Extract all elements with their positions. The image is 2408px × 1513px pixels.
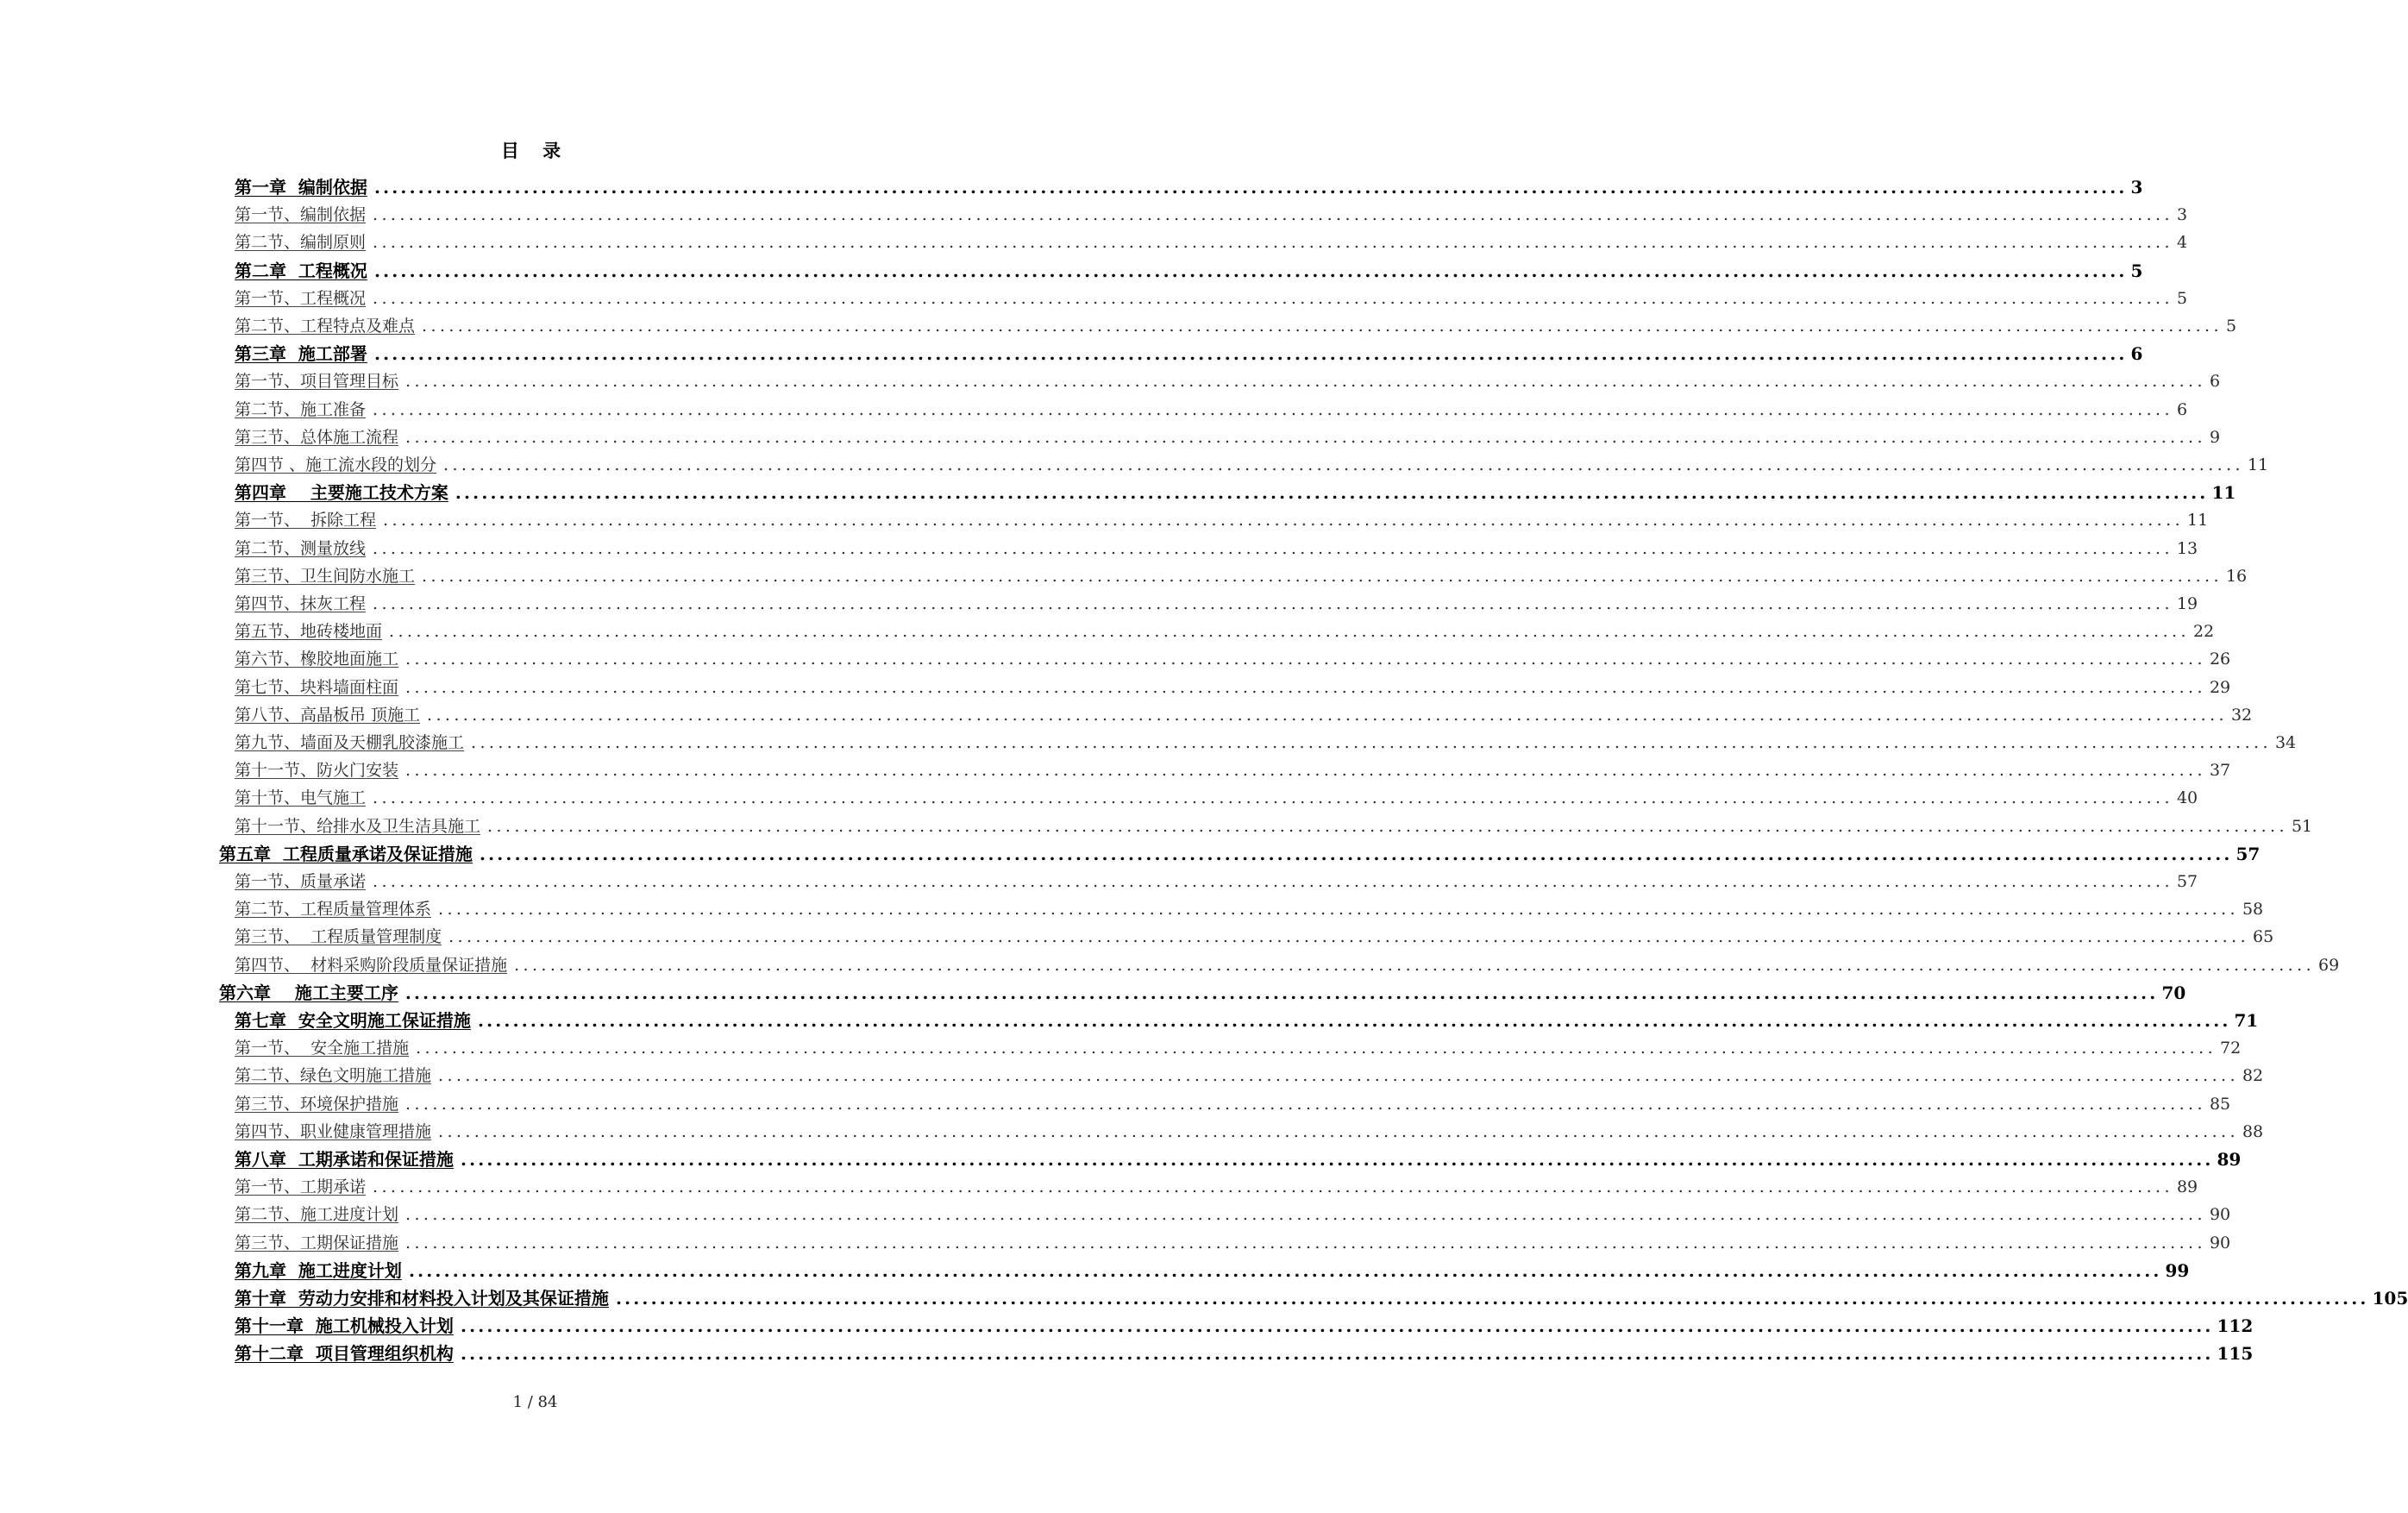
toc-entry-label[interactable]: 第三节、总体施工流程 xyxy=(235,427,399,447)
toc-entry-label[interactable]: 第二节、测量放线 xyxy=(235,538,367,558)
toc-entry-label[interactable]: 第六节、橡胶地面施工 xyxy=(235,650,399,669)
toc-entry-label[interactable]: 第四节、抹灰工程 xyxy=(235,594,367,613)
toc-section-entry[interactable] xyxy=(235,643,2231,670)
dot-leader: ........................................................................................................................................................................................................ xyxy=(438,900,2239,920)
toc-section-entry[interactable] xyxy=(235,449,2269,476)
toc-page-number: 72 xyxy=(2220,1039,2242,1058)
toc-entry-label[interactable]: 第十一节、给排水及卫生洁具施工 xyxy=(235,816,481,836)
toc-page-number: 19 xyxy=(2176,594,2198,613)
dot-leader: ........................................................................................................................................................................................................ xyxy=(383,511,2185,530)
toc-entry-label[interactable]: 第七章 安全文明施工保证措施 xyxy=(235,1010,471,1031)
toc-entry-label[interactable]: 第二节、工程特点及难点 xyxy=(235,317,416,336)
toc-page-number: 105 xyxy=(2372,1288,2408,1309)
toc-section-entry[interactable] xyxy=(235,1171,2198,1198)
dot-leader: ........................................................................................................................................................................................................ xyxy=(460,1315,2214,1337)
toc-page-number: 57 xyxy=(2236,843,2261,864)
dot-leader: ........................................................................................................................................................................................................ xyxy=(487,816,2288,836)
dot-leader: ........................................................................................................................................................................................................ xyxy=(405,761,2206,781)
toc-section-entry[interactable] xyxy=(235,587,2198,615)
dot-leader: ........................................................................................................................................................................................................ xyxy=(455,482,2209,504)
toc-page-number: 4 xyxy=(2176,233,2188,253)
toc-entry-label[interactable]: 第五节、地砖楼地面 xyxy=(235,622,383,642)
toc-entry-label[interactable]: 第八节、高晶板吊 顶施工 xyxy=(235,705,421,725)
toc-entry-label[interactable]: 第一节、项目管理目标 xyxy=(235,372,399,392)
page-title: 目 录 xyxy=(500,140,570,161)
toc-entry-label[interactable]: 第七节、块料墙面柱面 xyxy=(235,677,399,697)
toc-page-number: 99 xyxy=(2165,1259,2190,1281)
toc-page-number: 115 xyxy=(2217,1343,2254,1365)
toc-page-number: 16 xyxy=(2225,566,2248,586)
toc-section-entry[interactable] xyxy=(235,1088,2231,1115)
toc-chapter-entry[interactable] xyxy=(235,1004,2259,1032)
toc-entry-label[interactable]: 第十一节、防火门安装 xyxy=(235,761,399,781)
toc-chapter-entry[interactable] xyxy=(219,838,2261,865)
dot-leader: ........................................................................................................................................................................................................ xyxy=(438,1066,2239,1086)
toc-entry-label[interactable]: 第四节 、施工流水段的划分 xyxy=(235,455,437,474)
toc-section-entry[interactable] xyxy=(235,699,2253,726)
toc-entry-label[interactable]: 第三节、 工程质量管理制度 xyxy=(235,927,442,947)
toc-section-entry[interactable] xyxy=(235,421,2221,449)
toc-chapter-entry[interactable] xyxy=(235,1143,2242,1171)
dot-leader: ........................................................................................................................................................................................................ xyxy=(427,705,2228,725)
toc-entry-label[interactable]: 第五章 工程质量承诺及保证措施 xyxy=(219,843,473,864)
toc-section-entry[interactable] xyxy=(235,726,2297,754)
dot-leader: ........................................................................................................................................................................................................ xyxy=(373,177,2128,198)
toc-section-entry[interactable] xyxy=(235,949,2340,976)
dot-leader: ........................................................................................................................................................................................................ xyxy=(373,343,2128,365)
toc-entry-label[interactable]: 第四章 主要施工技术方案 xyxy=(235,482,448,504)
toc-page-number: 82 xyxy=(2242,1066,2264,1086)
toc-chapter-entry[interactable] xyxy=(235,476,2236,504)
dot-leader: ........................................................................................................................................................................................................ xyxy=(373,260,2128,281)
toc-entry-label[interactable]: 第一章 编制依据 xyxy=(235,177,367,198)
toc-section-entry[interactable] xyxy=(235,615,2215,643)
toc-entry-label[interactable]: 第二节、编制原则 xyxy=(235,233,367,253)
toc-section-entry[interactable] xyxy=(235,532,2198,560)
toc-entry-label[interactable]: 第九节、墙面及天棚乳胶漆施工 xyxy=(235,733,465,752)
dot-leader: ........................................................................................................................................................................................................ xyxy=(416,1039,2217,1058)
toc-entry-label[interactable]: 第一节、质量承诺 xyxy=(235,872,367,891)
dot-leader: ........................................................................................................................................................................................................ xyxy=(405,1094,2206,1114)
toc-page-number: 5 xyxy=(2225,317,2237,336)
toc-entry-label[interactable]: 第十二章 项目管理组织机构 xyxy=(235,1343,454,1365)
toc-page-number: 37 xyxy=(2209,761,2231,781)
toc-section-entry[interactable] xyxy=(235,393,2188,421)
toc-entry-label[interactable]: 第二节、工程质量管理体系 xyxy=(235,900,432,920)
toc-section-entry[interactable] xyxy=(235,282,2188,310)
dot-leader: ........................................................................................................................................................................................................ xyxy=(438,1121,2239,1141)
toc-section-entry[interactable] xyxy=(235,198,2188,226)
toc-entry-label[interactable]: 第一节、工程概况 xyxy=(235,288,367,308)
toc-entry-label[interactable]: 第二节、绿色文明施工措施 xyxy=(235,1066,432,1086)
toc-entry-label[interactable]: 第三节、卫生间防水施工 xyxy=(235,566,416,586)
toc-entry-label[interactable]: 第六章 施工主要工序 xyxy=(219,982,398,1003)
dot-leader: ........................................................................................................................................................................................................ xyxy=(448,927,2250,947)
toc-section-entry[interactable] xyxy=(235,671,2231,699)
toc-page-number: 90 xyxy=(2209,1233,2231,1252)
dot-leader: ........................................................................................................................................................................................................ xyxy=(460,1343,2214,1365)
toc-section-entry[interactable] xyxy=(235,920,2274,948)
dot-leader: ........................................................................................................................................................................................................ xyxy=(373,288,2173,308)
dot-leader: ........................................................................................................................................................................................................ xyxy=(460,1149,2214,1170)
dot-leader: ........................................................................................................................................................................................................ xyxy=(479,843,2233,864)
dot-leader: ........................................................................................................................................................................................................ xyxy=(405,677,2206,697)
dot-leader: ........................................................................................................................................................................................................ xyxy=(477,1010,2231,1031)
toc-page-number: 26 xyxy=(2209,650,2231,669)
toc-page-number: 69 xyxy=(2318,955,2340,975)
dot-leader: ........................................................................................................................................................................................................ xyxy=(373,788,2173,808)
dot-leader: ........................................................................................................................................................................................................ xyxy=(408,1259,2162,1281)
toc-page-number: 6 xyxy=(2209,372,2221,392)
toc-chapter-entry[interactable] xyxy=(235,1337,2254,1365)
toc-chapter-entry[interactable] xyxy=(235,1254,2190,1282)
toc-page-number: 34 xyxy=(2274,733,2297,752)
dot-leader: ........................................................................................................................................................................................................ xyxy=(373,872,2173,891)
toc-page-number: 13 xyxy=(2176,538,2198,558)
toc-entry-label[interactable]: 第二节、施工进度计划 xyxy=(235,1205,399,1225)
toc-page-number: 71 xyxy=(2234,1010,2259,1031)
toc-page-number: 40 xyxy=(2176,788,2198,808)
toc-page-number: 32 xyxy=(2230,705,2253,725)
toc-page-number: 70 xyxy=(2161,982,2186,1003)
toc-entry-label[interactable]: 第四节、 材料采购阶段质量保证措施 xyxy=(235,955,508,975)
dot-leader: ........................................................................................................................................................................................................ xyxy=(514,955,2316,975)
toc-section-entry[interactable] xyxy=(235,226,2188,254)
toc-page-number: 6 xyxy=(2130,343,2143,365)
toc-entry-label[interactable]: 第三节、工期保证措施 xyxy=(235,1233,399,1252)
toc-section-entry[interactable] xyxy=(235,810,2313,838)
dot-leader: ........................................................................................................................................................................................................ xyxy=(373,1177,2173,1197)
toc-page-number: 90 xyxy=(2209,1205,2231,1225)
toc-section-entry[interactable] xyxy=(235,1227,2231,1254)
toc-section-entry[interactable] xyxy=(235,1115,2264,1143)
dot-leader: ........................................................................................................................................................................................................ xyxy=(373,233,2173,253)
toc-chapter-entry[interactable] xyxy=(235,337,2143,365)
toc-section-entry[interactable] xyxy=(235,1198,2231,1226)
toc-page-number: 3 xyxy=(2130,177,2143,198)
toc-entry-label[interactable]: 第三章 施工部署 xyxy=(235,343,367,365)
toc-page-number: 65 xyxy=(2253,927,2274,947)
toc-chapter-entry[interactable] xyxy=(235,1282,2408,1309)
dot-leader: ........................................................................................................................................................................................................ xyxy=(373,538,2173,558)
toc-entry-label[interactable]: 第二章 工程概况 xyxy=(235,260,367,281)
dot-leader: ........................................................................................................................................................................................................ xyxy=(373,399,2173,419)
toc-section-entry[interactable] xyxy=(235,782,2198,809)
toc-page-number: 51 xyxy=(2291,816,2313,836)
toc-chapter-entry[interactable] xyxy=(235,254,2143,282)
toc-page-number: 112 xyxy=(2217,1315,2254,1337)
dot-leader: ........................................................................................................................................................................................................ xyxy=(422,317,2223,336)
toc-page-number: 22 xyxy=(2192,622,2215,642)
toc-entry-label[interactable]: 第十章 劳动力安排和材料投入计划及其保证措施 xyxy=(235,1288,609,1309)
toc-page-number: 5 xyxy=(2130,260,2143,281)
dot-leader: ........................................................................................................................................................................................................ xyxy=(373,594,2173,613)
toc-chapter-entry[interactable] xyxy=(235,171,2143,198)
dot-leader: ........................................................................................................................................................................................................ xyxy=(405,650,2206,669)
toc-page-number: 29 xyxy=(2209,677,2231,697)
toc-chapter-entry[interactable] xyxy=(235,1309,2254,1337)
toc-section-entry[interactable] xyxy=(235,1032,2242,1059)
toc-entry-label[interactable]: 第一节、 安全施工措施 xyxy=(235,1039,410,1058)
dot-leader: ........................................................................................................................................................................................................ xyxy=(405,1233,2206,1252)
toc-entry-label[interactable]: 第八章 工期承诺和保证措施 xyxy=(235,1149,454,1170)
dot-leader: ........................................................................................................................................................................................................ xyxy=(405,1205,2206,1225)
dot-leader: ........................................................................................................................................................................................................ xyxy=(389,622,2190,642)
toc-page-number: 89 xyxy=(2176,1177,2198,1197)
toc-entry-label[interactable]: 第二节、施工准备 xyxy=(235,399,367,419)
toc-page-number: 6 xyxy=(2176,399,2188,419)
toc-entry-label[interactable]: 第三节、环境保护措施 xyxy=(235,1094,399,1114)
toc-page-number: 58 xyxy=(2242,900,2264,920)
page-number-footer: 1 / 84 xyxy=(512,1393,558,1411)
toc-page-number: 11 xyxy=(2187,511,2209,530)
dot-leader: ........................................................................................................................................................................................................ xyxy=(405,427,2206,447)
toc-page-number: 89 xyxy=(2217,1149,2242,1170)
toc-section-entry[interactable] xyxy=(235,560,2248,587)
toc-page-number: 5 xyxy=(2176,288,2188,308)
toc-section-entry[interactable] xyxy=(235,365,2221,392)
toc-entry-label[interactable]: 第一节、编制依据 xyxy=(235,205,367,225)
toc-entry-label[interactable]: 第四节、职业健康管理措施 xyxy=(235,1121,432,1141)
dot-leader: ........................................................................................................................................................................................................ xyxy=(422,566,2223,586)
toc-section-entry[interactable] xyxy=(235,893,2264,920)
toc-page-number: 85 xyxy=(2209,1094,2231,1114)
toc-entry-label[interactable]: 第九章 施工进度计划 xyxy=(235,1259,402,1281)
toc-page-number: 88 xyxy=(2242,1121,2264,1141)
dot-leader: ........................................................................................................................................................................................................ xyxy=(443,455,2244,474)
toc-page-number: 9 xyxy=(2209,427,2221,447)
toc-chapter-entry[interactable] xyxy=(219,976,2186,1004)
dot-leader: ........................................................................................................................................................................................................ xyxy=(471,733,2272,752)
toc-page-number: 11 xyxy=(2211,482,2236,504)
toc-entry-label[interactable]: 第一节、 拆除工程 xyxy=(235,511,377,530)
dot-leader: ........................................................................................................................................................................................................ xyxy=(615,1288,2369,1309)
toc-section-entry[interactable] xyxy=(235,504,2209,531)
toc-page-number: 3 xyxy=(2176,205,2188,225)
dot-leader: ........................................................................................................................................................................................................ xyxy=(405,372,2206,392)
toc-page-number: 11 xyxy=(2247,455,2269,474)
toc-section-entry[interactable] xyxy=(235,310,2237,337)
toc-section-entry[interactable] xyxy=(235,1059,2264,1087)
toc-entry-label[interactable]: 第一节、工期承诺 xyxy=(235,1177,367,1197)
dot-leader: ........................................................................................................................................................................................................ xyxy=(404,982,2159,1003)
toc-page-number: 57 xyxy=(2176,872,2198,891)
toc-section-entry[interactable] xyxy=(235,865,2198,893)
dot-leader: ........................................................................................................................................................................................................ xyxy=(373,205,2173,225)
toc-entry-label[interactable]: 第十节、电气施工 xyxy=(235,788,367,808)
toc-entry-label[interactable]: 第十一章 施工机械投入计划 xyxy=(235,1315,454,1337)
toc-section-entry[interactable] xyxy=(235,754,2231,782)
